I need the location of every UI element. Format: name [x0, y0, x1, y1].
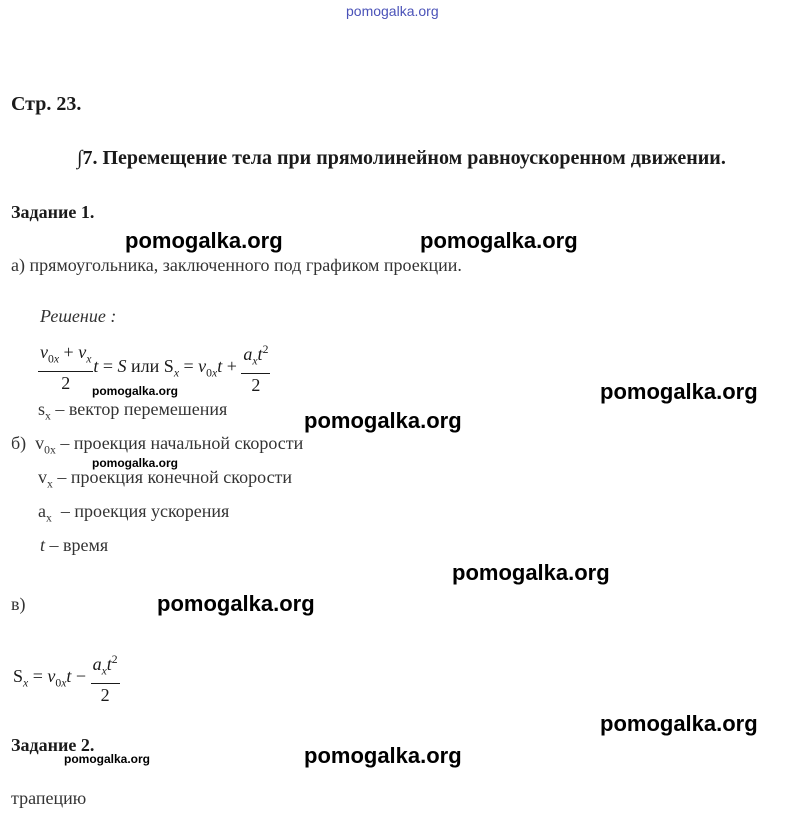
watermark: pomogalka.org	[304, 743, 462, 768]
fraction-avg-velocity: $\frac{v_{0x} + v_x}{2}$	[40, 342, 92, 393]
fraction-accel-term-2: $\frac{a_xt^2}{2}$	[91, 650, 120, 706]
watermark: pomogalka.org	[452, 560, 610, 585]
formula-displacement: $\frac{v_{0x} + v_x}{2}$ t = S или $S_x = v_{0x}t$ + $\frac{a_xt^2}{2}$	[40, 342, 269, 395]
task-1-answer-a: а) прямоугольника, заключенного под графиком проекции.	[11, 255, 462, 275]
definition-sx: $s_x$ – вектор перемешения	[38, 399, 228, 423]
watermark: pomogalka.org	[600, 711, 758, 736]
task-1-heading: Задание 1.	[11, 202, 95, 222]
task-2-answer: трапецию	[11, 788, 87, 808]
definition-vx: $v_x$ – проекция конечной скорости	[38, 467, 293, 491]
watermark: pomogalka.org	[64, 752, 151, 766]
section-title	[77, 147, 726, 170]
watermark: pomogalka.org	[420, 228, 578, 253]
watermark: pomogalka.org	[125, 228, 283, 253]
task-2-heading: Задание 2.	[11, 735, 95, 755]
integral-symbol: ∫	[77, 147, 83, 169]
solution-label: Решение :	[40, 306, 117, 326]
definition-ax: $a_x$ – проекция ускорения	[38, 501, 230, 525]
section-title-text: 7. Перемещение тела при прямолинейном равноускоренном движении.	[82, 147, 726, 169]
watermark: pomogalka.org	[157, 591, 315, 616]
watermark: pomogalka.org	[92, 384, 179, 398]
formula-displacement-decel: $S_x = v_{0x}t$ − $\frac{a_xt^2}{2}$	[13, 650, 120, 706]
watermark: pomogalka.org	[304, 408, 462, 433]
definition-t: t – время	[40, 535, 109, 555]
fraction-accel-term: $\frac{a_xt^2}{2}$	[241, 340, 270, 396]
watermark: pomogalka.org	[92, 456, 179, 470]
page-reference: Стр. 23.	[11, 93, 82, 115]
watermark: pomogalka.org	[600, 379, 758, 404]
definition-v0x: б) $v_{0x}$ – проекция начальной скорости	[11, 433, 304, 457]
task-1-label-c: в)	[11, 594, 26, 614]
site-watermark-top: pomogalka.org	[346, 3, 439, 19]
or-word: или	[131, 355, 160, 376]
